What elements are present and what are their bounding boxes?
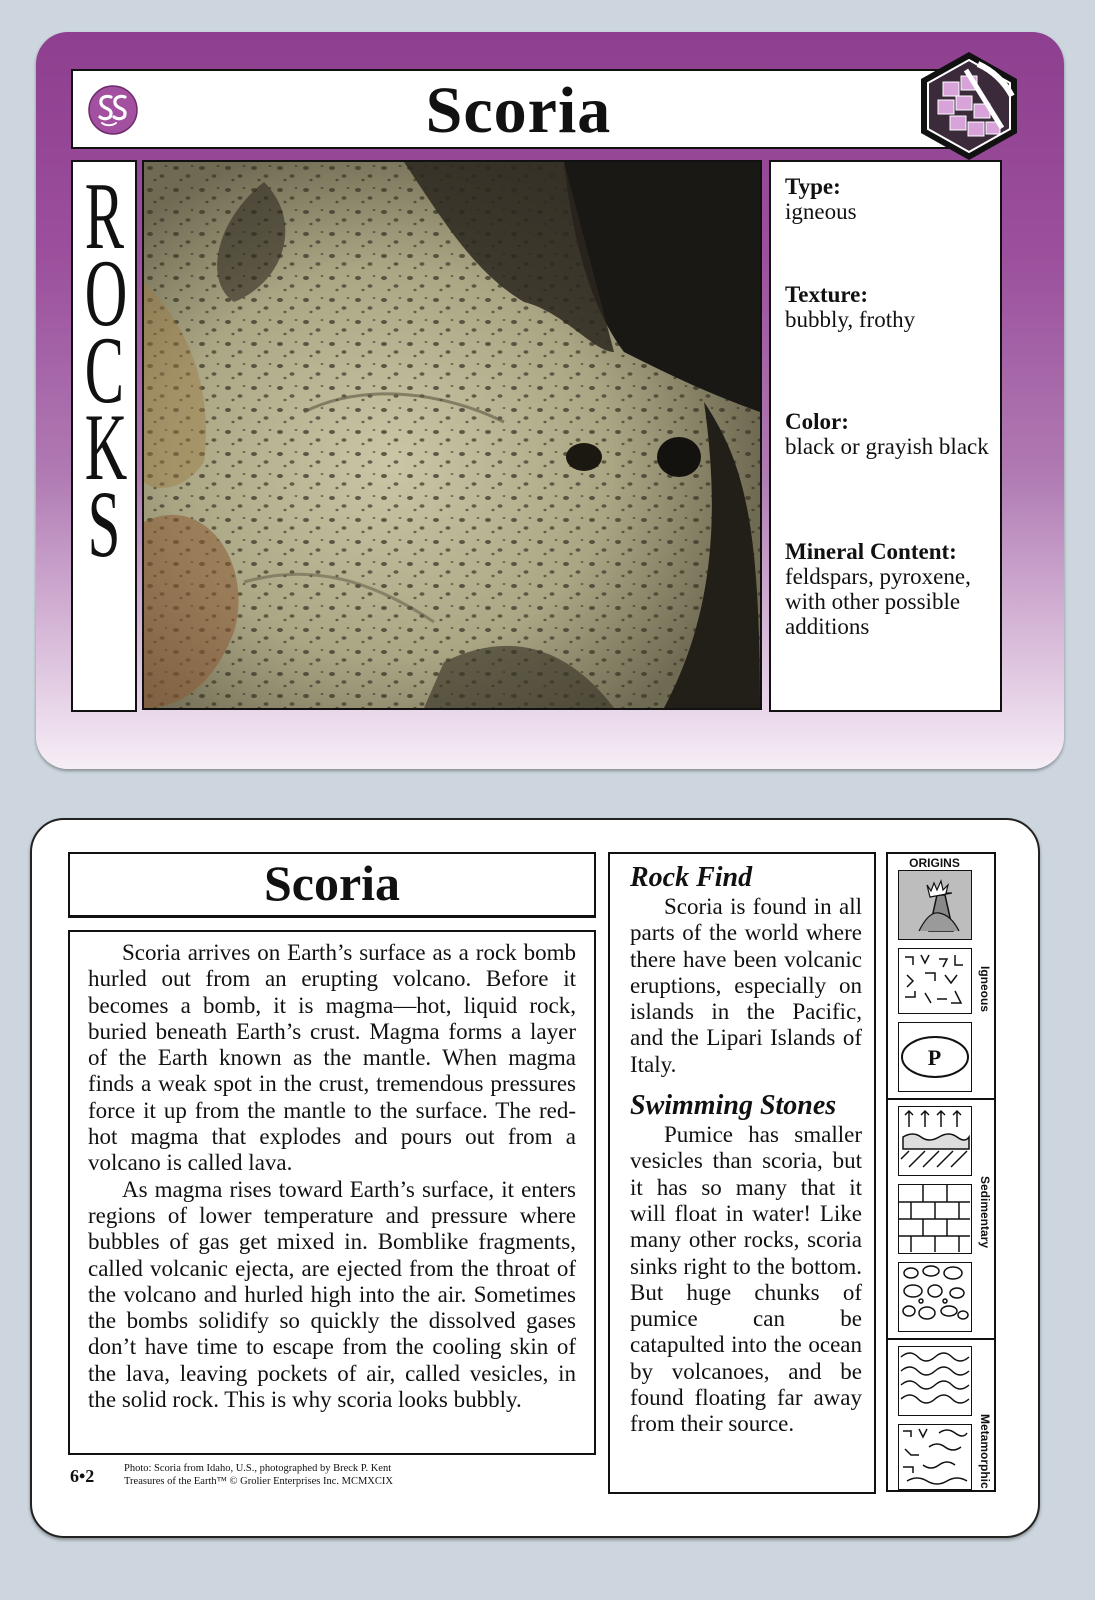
body-paragraph: As magma rises toward Earth’s surface, it enters regions of lower temperature and pressure where bubbles of gas get mixed in. Bomblike fragments, called volcanic ejecta, are ejected from the throat of the volcano and hurled high into the air. Sometimes the bombs solidify so quickly the dissolved gases don’t have time to escape from the cooling skin of the lava, leaving pockets of air, called vesicles, in the solid rock. This is why scoria looks bubbly. [88, 1176, 576, 1413]
rock-photo [142, 160, 762, 710]
hexagon-crystal-pickaxe-icon [916, 50, 1022, 162]
scoria-rock-illustration [144, 162, 760, 708]
origins-divider [888, 1338, 994, 1340]
front-card [36, 32, 1064, 769]
origins-panel [886, 852, 996, 1492]
fact-label: Texture: [785, 282, 869, 307]
rocks-letter: C [84, 317, 125, 423]
swimming-stones-heading: Swimming Stones [630, 1090, 837, 1122]
metamorphic-label: Metamorphic [978, 1414, 992, 1489]
copyright: Treasures of the Earth™ © Grolier Enterprises Inc. MCMXCIX [124, 1476, 393, 1487]
volcano-origin-icon [898, 870, 972, 940]
foliated-rock-icon [898, 1424, 972, 1490]
rocks-letter: K [84, 394, 128, 500]
brick-layers-icon [898, 1184, 972, 1254]
pebbles-icon [898, 1262, 972, 1332]
fact-value: igneous [785, 199, 857, 224]
rock-find-heading: Rock Find [630, 862, 753, 893]
fact-value: black or grayish black [785, 434, 989, 459]
folded-layers-icon [898, 1346, 972, 1416]
fact-label: Color: [785, 409, 849, 434]
rocks-letter: S [87, 471, 121, 577]
swimming-stones-text: Pumice has smaller vesicles than scoria, but it has so many that it will float in water! Like many other rocks, scoria sinks right to the bottom. But huge chunks of pumice can be catapulted into the ocean by volcanoes, and be found floating far away from their source. [630, 1122, 862, 1437]
main-text-box [68, 930, 596, 1455]
fact-texture [785, 282, 1000, 332]
fact-type [785, 174, 1000, 224]
body-paragraph: Scoria arrives on Earth’s surface as a rock bomb hurled out from an erupting volcano. Before it becomes a bomb, it is magma—hot, liquid rock, buried beneath Earth’s crust. Magma forms a layer of the Earth known as the mantle. When magma finds a weak spot in the crust, tremendous pressures force it up from the mantle to the surface. The red-hot magma that explodes and pours out from a volcano is called lava. [88, 940, 576, 1176]
back-title-box [68, 852, 596, 918]
igneous-crystal-icon [898, 948, 972, 1014]
fact-label: Type: [785, 174, 841, 199]
back-title: Scoria [263, 855, 401, 911]
ss-logo-icon [88, 85, 138, 135]
sidebar-text-box [608, 852, 876, 1494]
fact-mineral-content [785, 539, 1000, 639]
card-title: Scoria [425, 74, 612, 147]
fact-label: Mineral Content: [785, 539, 957, 564]
card-number: 6•2 [70, 1466, 95, 1486]
fact-value: feldspars, pyroxene, with other possible additions [785, 564, 971, 639]
back-card [30, 818, 1040, 1538]
rocks-letter: O [84, 240, 128, 346]
igneous-label: Igneous [978, 966, 992, 1013]
sediment-deposit-icon [898, 1106, 972, 1176]
plutonic-symbol [898, 1022, 972, 1092]
rocks-letter: R [84, 163, 125, 269]
category-label-rocks [71, 160, 137, 712]
origins-label: ORIGINS [909, 856, 960, 870]
rock-find-text: Scoria is found in all parts of the world where there have been volcanic eruptions, especially on islands in the Pacific, and the Lipari Islands of Italy. [630, 894, 862, 1077]
title-bar [71, 69, 966, 149]
p-symbol: P [927, 1045, 942, 1070]
origins-divider [888, 1098, 994, 1100]
facts-panel [769, 160, 1002, 712]
fact-value: bubbly, frothy [785, 307, 916, 332]
fact-color [785, 409, 1000, 459]
credits [124, 1462, 393, 1488]
sedimentary-label: Sedimentary [978, 1176, 992, 1249]
photo-credit: Photo: Scoria from Idaho, U.S., photographed by Breck P. Kent [124, 1463, 392, 1474]
